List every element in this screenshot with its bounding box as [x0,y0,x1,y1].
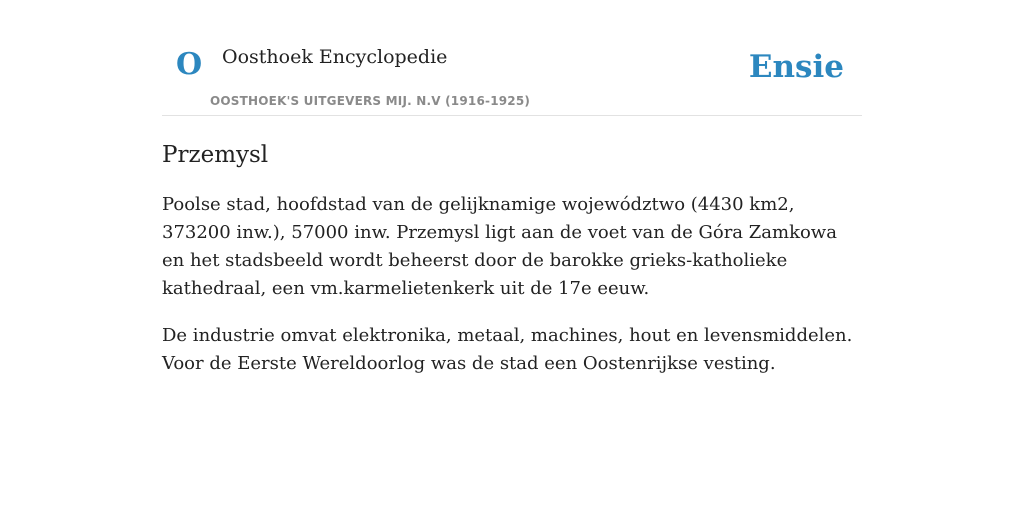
article-paragraph: Poolse stad, hoofdstad van de gelijknamige województwo (4430 km2, 373200 inw.), 57000 inw. Przemysl ligt aan de voet van de Góra Zamkowa en het stadsbeeld wordt beheerst door de barokke grieks-katholieke kathedraal, een vm.karmelietenkerk uit de 17e eeuw. [162,193,837,299]
brand-logo[interactable]: Ensie [748,49,844,85]
publisher-label: OOSTHOEK'S UITGEVERS MIJ. N.V (1916-1925) [210,94,531,108]
site-title[interactable]: Oosthoek Encyclopedie [222,46,448,68]
logo-icon[interactable]: O [176,47,203,82]
article-paragraph: De industrie omvat elektronika, metaal, machines, hout en levensmiddelen. Voor de Eerste Wereldoorlog was de stad een Oostenrijkse vesting. [162,324,853,374]
article-title: Przemysl [162,142,269,168]
page [162,0,862,378]
site-header [162,0,862,116]
